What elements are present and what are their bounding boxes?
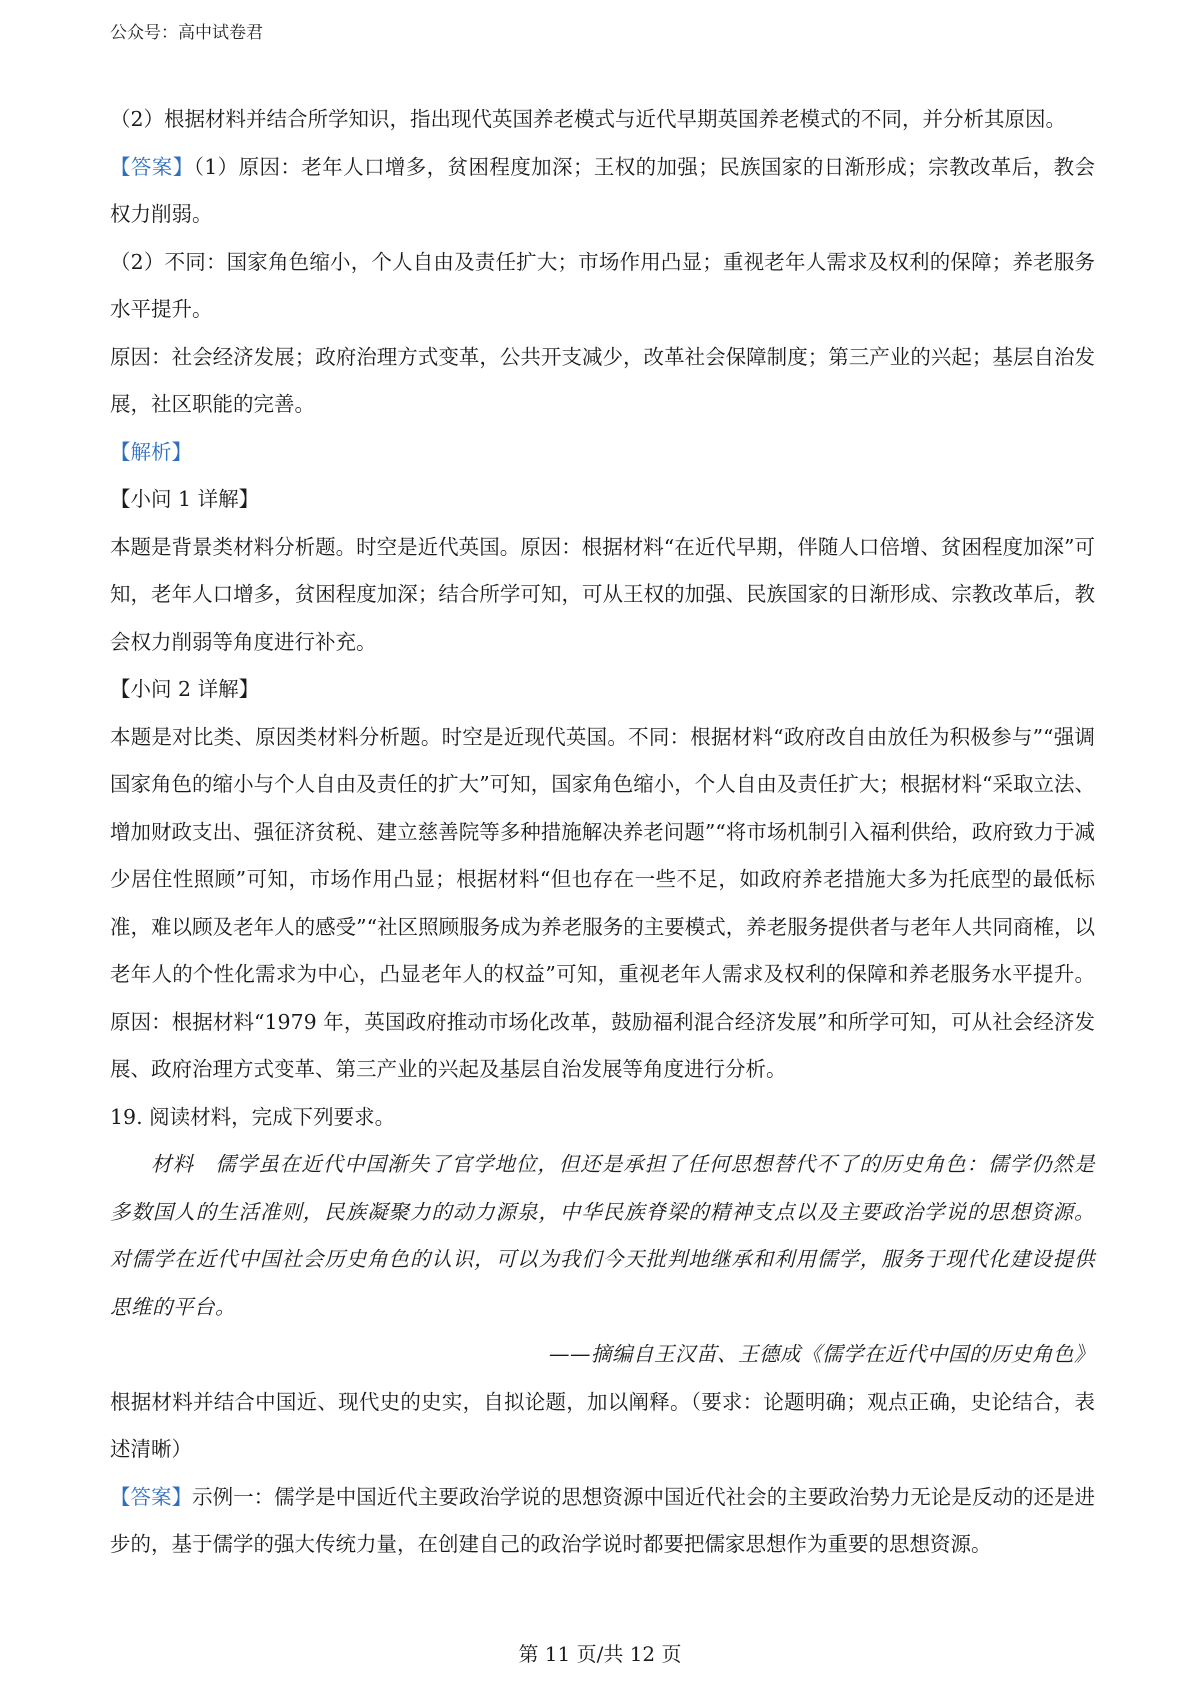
answer-1-text: （1）原因：老年人口增多，贫困程度加深；王权的加强；民族国家的日渐形成；宗教改革后，教会权力削弱。 (110, 154, 1095, 226)
answer-19 (110, 1474, 1095, 1569)
answer-part-2: （2）不同：国家角色缩小，个人自由及责任扩大；市场作用凸显；重视老年人需求及权利的保障；养老服务水平提升。 (110, 249, 1095, 321)
material-quote: 材料 儒学虽在近代中国渐失了官学地位，但还是承担了任何思想替代不了的历史角色：儒学仍然是多数国人的生活准则，民族凝聚力的动力源泉，中华民族脊梁的精神支点以及主要政治学说的思想资源。对儒学在近代中国社会历史角色的认识，可以为我们今天批判地继承和利用儒学，服务于现代化建设提供思维的平台。 (110, 1152, 1095, 1319)
material-attribution: ——摘编自王汉苗、王德成《儒学在近代中国的历史角色》 (549, 1342, 1095, 1366)
question-19: 19. 阅读材料，完成下列要求。 (110, 1104, 396, 1129)
answer-tag: 【答案】 (110, 154, 194, 179)
answer-part-1 (110, 144, 1095, 239)
analysis-tag: 【解析】 (110, 439, 192, 464)
page-footer: 第 11 页/共 12 页 (518, 1642, 682, 1666)
page-header: 公众号：高中试卷君 (110, 23, 263, 43)
question-2: （2）根据材料并结合所学知识，指出现代英国养老模式与近代早期英国养老模式的不同，并分析其原因。 (110, 107, 1067, 131)
answer-part-2-reason: 原因：社会经济发展；政府治理方式变革，公共开支减少，改革社会保障制度；第三产业的兴起；基层自治发展，社区职能的完善。 (110, 344, 1095, 416)
sub-question-1-tag: 【小问 1 详解】 (110, 487, 260, 511)
document-body (110, 96, 1095, 1569)
sub-question-1-text: 本题是背景类材料分析题。时空是近代英国。原因：根据材料“在近代早期，伴随人口倍增、贫困程度加深”可知，老年人口增多，贫困程度加深；结合所学可知，可从王权的加强、民族国家的日渐形成、宗教改革后，教会权力削弱等角度进行补充。 (110, 534, 1095, 654)
answer-19-text: 示例一：儒学是中国近代主要政治学说的思想资源中国近代社会的主要政治势力无论是反动的还是进步的，基于儒学的强大传统力量，在创建自己的政治学说时都要把儒家思想作为重要的思想资源。 (110, 1484, 1096, 1556)
question-19-requirement: 根据材料并结合中国近、现代史的史实，自拟论题，加以阐释。（要求：论题明确；观点正确，史论结合，表述清晰） (110, 1389, 1095, 1461)
sub-question-2-text: 本题是对比类、原因类材料分析题。时空是近现代英国。不同：根据材料“政府改自由放任为积极参与”“强调国家角色的缩小与个人自由及责任的扩大”可知，国家角色缩小，个人自由及责任扩大；根据材料“采取立法、增加财政支出、强征济贫税、建立慈善院等多种措施解决养老问题”“将市场机制引入福利供给，政府致力于减少居住性照顾”可知，市场作用凸显；根据材料“但也存在一些不足，如政府养老措施大多为托底型的最低标准，难以顾及老年人的感受”“社区照顾服务成为养老服务的主要模式，养老服务提供者与老年人共同商榷，以老年人的个性化需求为中心，凸显老年人的权益”可知，重视老年人需求及权利的保障和养老服务水平提升。 原因：根据材料“1979 年，英国政府推动市场化改革，鼓励福利混合经济发展”和所学可知，可从社会经济发展、政府治理方式变革、第三产业的兴起及基层自治发展等角度进行分析。 (110, 724, 1095, 1081)
answer-19-tag: 【答案】 (110, 1484, 193, 1509)
sub-question-2-tag: 【小问 2 详解】 (110, 677, 260, 701)
